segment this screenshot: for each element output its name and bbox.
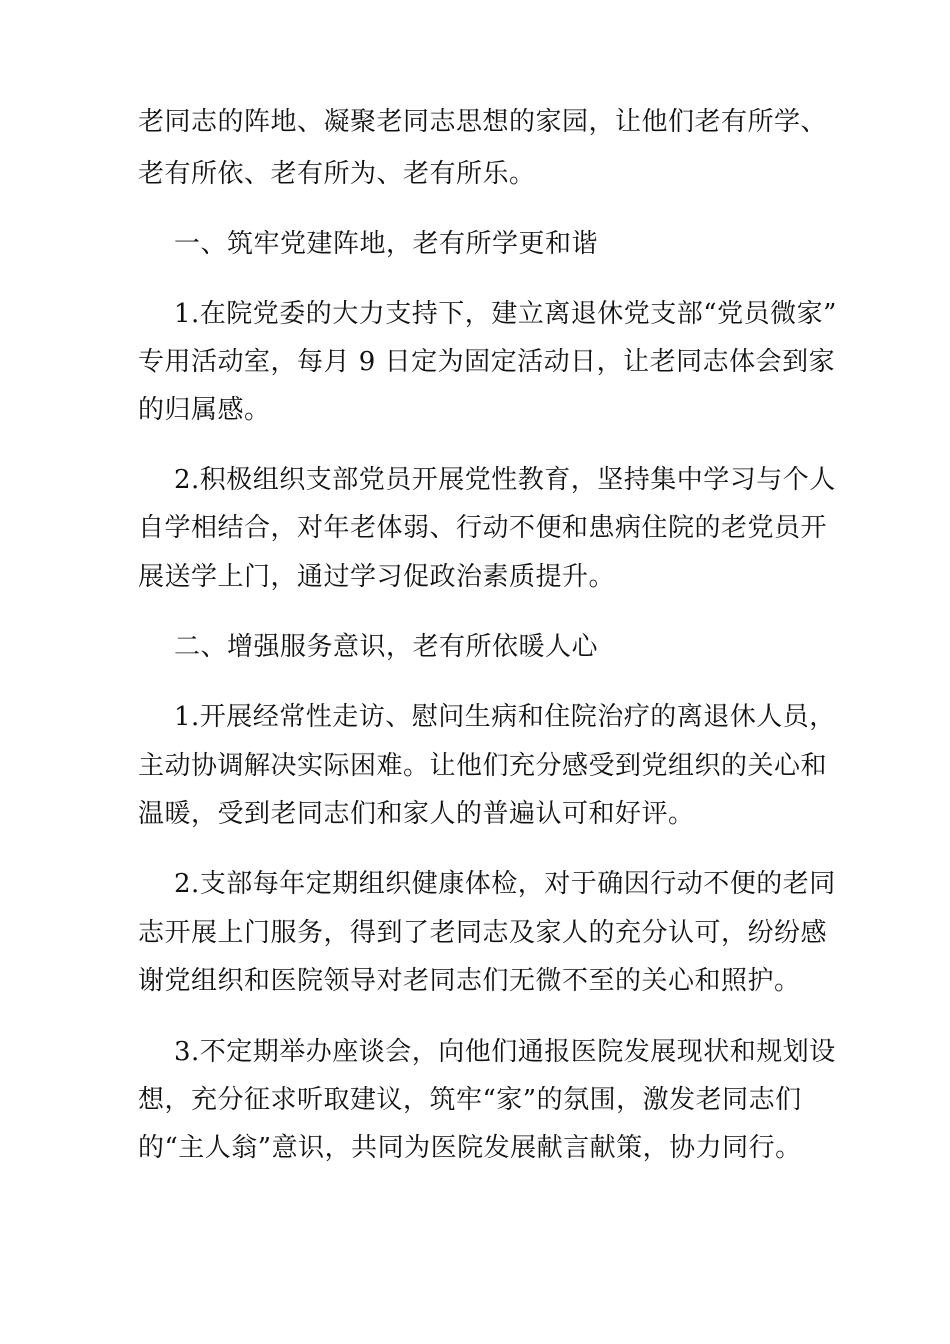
text-line: 的“主人翁”意识，共同为医院发展献言献策，协力同行。 — [138, 1133, 802, 1163]
text-line: 的归属感。 — [138, 395, 271, 425]
text-line: 老同志的阵地、凝聚老同志思想的家园，让他们老有所学、 — [138, 107, 828, 137]
text-line: 专用活动室，每月 9 日定为固定活动日，让老同志体会到家 — [138, 347, 836, 377]
text-line: 1.开展经常性走访、慰问生病和住院治疗的离退休人员， — [174, 702, 836, 732]
text-line: 老有所依、老有所为、老有所乐。 — [138, 159, 536, 189]
text-line: 志开展上门服务，得到了老同志及家人的充分认可，纷纷感 — [138, 918, 828, 948]
text-line: 展送学上门，通过学习促政治素质提升。 — [138, 562, 616, 592]
section-heading: 二、增强服务意识，老有所依暖人心 — [174, 632, 599, 662]
text-line: 温暖，受到老同志们和家人的普遍认可和好评。 — [138, 799, 695, 829]
text-line: 2.支部每年定期组织健康体检，对于确因行动不便的老同 — [174, 869, 836, 899]
text-line: 自学相结合，对年老体弱、行动不便和患病住院的老党员开 — [138, 513, 828, 543]
text-line: 想，充分征求听取建议，筑牢“家”的氛围，激发老同志们 — [138, 1085, 802, 1115]
text-line: 主动协调解决实际困难。让他们充分感受到党组织的关心和 — [138, 751, 828, 781]
section-heading: 一、筑牢党建阵地，老有所学更和谐 — [174, 229, 599, 259]
text-line: 3.不定期举办座谈会，向他们通报医院发展现状和规划设 — [174, 1037, 836, 1067]
text-line: 谢党组织和医院领导对老同志们无微不至的关心和照护。 — [138, 966, 801, 996]
text-line: 2.积极组织支部党员开展党性教育，坚持集中学习与个人 — [174, 465, 836, 495]
text-line: 1.在院党委的大力支持下，建立离退休党支部“党员微家” — [174, 299, 837, 329]
